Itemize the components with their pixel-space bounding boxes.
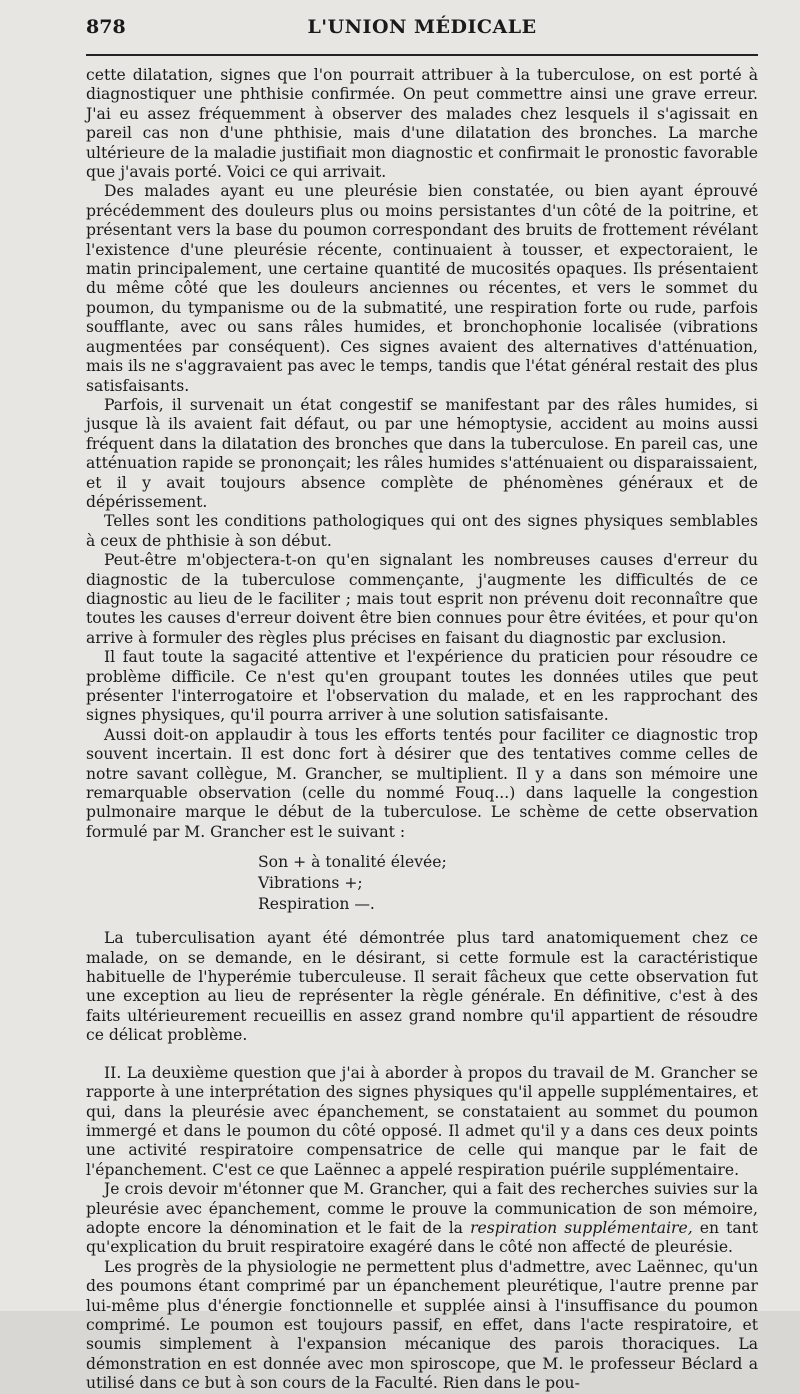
italic-term: respiration supplémentaire, [470,1218,693,1237]
formula-line: Son + à tonalité élevée; [258,853,447,872]
paragraph [86,1180,758,1258]
paragraph: Parfois, il survenait un état congestif se manifestant par des râles humides, si jusque là ils avaient fait défaut, ou par une hémoptysie, accident au moins aussi fréquent dans la dilatation des bronches que dans la tuberculose. En pareil cas, une atténuation rapide se prononçait; les râles humides s'atténuaient ou disparaissaient, et il y avait toujours absence complète de phénomènes généraux et de dépérissement. [86,395,758,511]
page-number: 878 [86,16,126,38]
paragraph: Peut-être m'objectera-t-on qu'en signalant les nombreuses causes d'erreur du diagnostic de la tuberculose commençante, j'augmente les difficultés de ce diagnostic au lieu de le faciliter ; mais tout esprit non prévenu doit reconnaître que toutes les causes d'erreur doivent être bien connues pour être évitées, et pour qu'on arrive à formuler des règles plus précises en faisant du diagnostic par exclusion. [86,551,758,647]
grancher-formula [258,852,758,915]
running-head: L'UNION MÉDICALE [307,16,537,38]
section-two-intro: II. La deuxième question que j'ai à aborder à propos du travail de M. Grancher se rapporte à une interprétation des signes physiques qu'il appelle supplémentaires, et qui, dans la pleurésie avec épanchement, se constataient au sommet du poumon immergé et dans le poumon du côté opposé. Il admet qu'il y a dans ces deux points une activité respiratoire compensatrice de celle qui manque par le fait de l'épanchement. C'est ce que Laënnec a appelé respiration puérile supplémentaire. [86,1063,758,1179]
paragraph: Telles sont les conditions pathologiques qui ont des signes physiques semblables à ceux de phthisie à son début. [86,512,758,550]
paragraph: cette dilatation, signes que l'on pourrait attribuer à la tuberculose, on est porté à diagnostiquer une phthisie confirmée. On peut commettre ainsi une grave erreur. J'ai eu assez fréquemment à observer des malades chez lesquels il s'agissait en pareil cas non d'une phthisie, mais d'une dilatation des bronches. La marche ultérieure de la maladie justifiait mon diagnostic et confirmait le pronostic favorable que j'avais porté. Voici ce qui arrivait. [86,66,758,182]
text-run: en tant qu'explication du bruit respiratoire exagéré dans le côté non affecté de pleurésie. [86,1218,758,1257]
paragraph: Aussi doit-on applaudir à tous les efforts tentés pour faciliter ce diagnostic trop souvent incertain. Il est donc fort à désirer que des tentatives comme celles de notre savant collègue, M. Grancher, se multiplient. Il y a dans son mémoire une remarquable observation (celle du nommé Fouq...) dans laquelle la congestion pulmonaire marque le début de la tuberculose. Le schème de cette observation formulé par M. Grancher est le suivant : [86,725,758,841]
paragraph: Les progrès de la physiologie ne permettent plus d'admettre, avec Laënnec, qu'un des poumons étant comprimé par un épanchement pleurétique, l'autre prenne par lui-même plus d'énergie fonctionnelle et supplée ainsi à l'insuffisance du poumon comprimé. Le poumon est toujours passif, en effet, dans l'acte respiratoire, et soumis simplement à l'expansion mécanique des parois thoraciques. La démonstration en est donnée avec mon spiroscope, que M. le professeur Béclard a utilisé dans ce but à son cours de la Faculté. Rien dans le pou- [86,1257,758,1393]
header-rule [86,54,758,56]
paragraph: Des malades ayant eu une pleurésie bien constatée, ou bien ayant éprouvé précédemment des douleurs plus ou moins persistantes d'un côté de la poitrine, et présentant vers la base du poumon correspondant des bruits de frottement révélant l'existence d'une pleurésie récente, continuaient à tousser, et expectoraient, le matin principalement, une certaine quantité de mucosités opaques. Ils présentaient du même côté que les douleurs anciennes ou récentes, et vers le sommet du poumon, du tympanisme ou de la submatité, une respiration forte ou rude, parfois soufflante, avec ou sans râles humides, et bronchophonie localisée (vibrations augmentées par conséquent). Ces signes avaient des alternatives d'atténuation, mais ils ne s'aggravaient pas avec le temps, tandis que l'état général restait des plus satisfaisants. [86,182,758,395]
section-gap [86,1046,758,1064]
text-run: Je crois devoir m'étonner que M. Grancher, qui a fait des recherches suivies sur la pleurésie avec épanchement, comme le prouve la communication de son mémoire, adopte encore la dénomination et le fait de la [86,1180,758,1237]
formula-line: Respiration —. [258,895,375,914]
formula-line: Vibrations +; [258,874,363,893]
body-text [86,66,758,1394]
page-header [86,16,758,50]
paragraph: Il faut toute la sagacité attentive et l'expérience du praticien pour résoudre ce problème difficile. Ce n'est qu'en groupant toutes les données utiles que peut présenter l'interrogatoire et l'observation du malade, et en les rapprochant des signes physiques, qu'il pourra arriver à une solution satisfaisante. [86,648,758,725]
paragraph: La tuberculisation ayant été démontrée plus tard anatomiquement chez ce malade, on se demande, en le désirant, si cette formule est la caractéristique habituelle de l'hyperémie tuberculeuse. Il serait fâcheux que cette observation fut une exception au lieu de représenter la règle générale. En définitive, c'est à des faits ultérieurement recueillis en assez grand nombre qu'il appartient de résoudre ce délicat problème. [86,929,758,1045]
